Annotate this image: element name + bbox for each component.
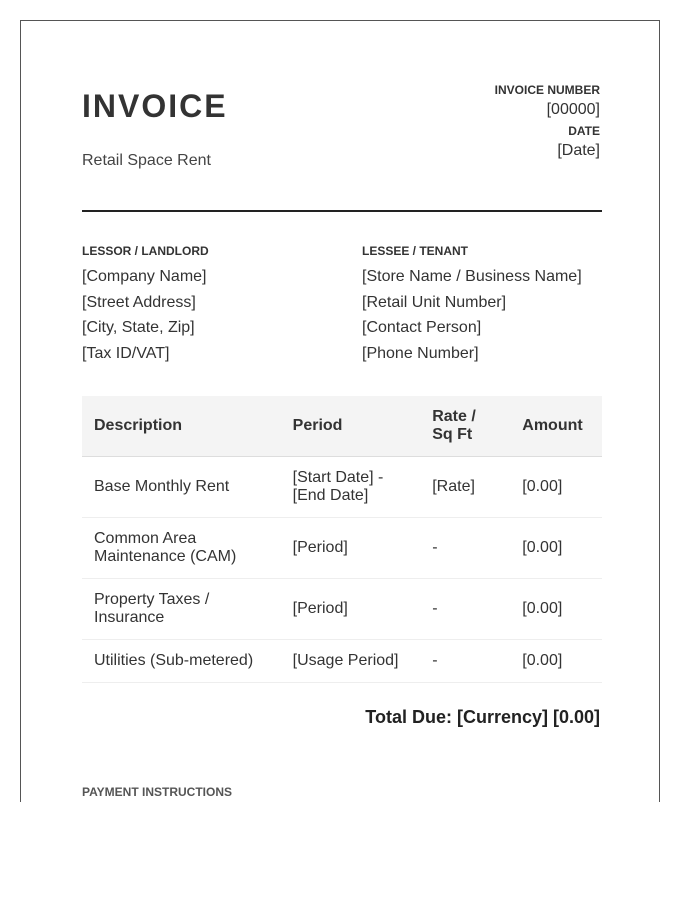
row-rate: -	[420, 640, 510, 683]
lessor-street-address: [Street Address]	[82, 293, 196, 311]
header-amount: Amount	[510, 396, 602, 457]
row-period: [Period]	[281, 518, 421, 579]
lessor-label: LESSOR / LANDLORD	[82, 244, 209, 258]
lessor-company-name: [Company Name]	[82, 268, 207, 285]
lessor-tax-id: [Tax ID/VAT]	[82, 344, 170, 362]
line-items-table	[82, 396, 602, 683]
row-rate: [Rate]	[420, 457, 510, 518]
invoice-meta	[495, 83, 600, 165]
total-due: Total Due: [Currency] [0.00]	[365, 707, 600, 727]
table-row	[82, 640, 602, 683]
lessee-unit-number: [Retail Unit Number]	[362, 293, 507, 311]
header-rate: Rate / Sq Ft	[420, 396, 510, 457]
row-rate: -	[420, 579, 510, 640]
table-header-row	[82, 396, 602, 457]
lessor-block	[82, 244, 332, 366]
invoice-number-label: INVOICE NUMBER	[494, 83, 600, 97]
row-amount: [0.00]	[510, 579, 602, 640]
lessee-store-name: [Store Name / Business Name]	[362, 268, 582, 285]
table-row	[82, 518, 602, 579]
row-description: Base Monthly Rent	[82, 457, 281, 518]
row-amount: [0.00]	[510, 518, 602, 579]
row-amount: [0.00]	[510, 640, 602, 683]
row-rate: -	[420, 518, 510, 579]
invoice-subtitle: Retail Space Rent	[82, 152, 211, 169]
invoice-date-value: [Date]	[557, 142, 600, 159]
lessor-city-state-zip: [City, State, Zip]	[82, 319, 195, 336]
table-row	[82, 457, 602, 518]
row-period: [Period]	[281, 579, 421, 640]
row-description: Property Taxes / Insurance	[82, 579, 281, 640]
row-amount: [0.00]	[510, 457, 602, 518]
payment-instructions-label: PAYMENT INSTRUCTIONS	[82, 785, 233, 799]
invoice-date-label: DATE	[568, 124, 600, 138]
table-row	[82, 579, 602, 640]
invoice-sheet	[20, 20, 660, 802]
lessee-label: LESSEE / TENANT	[362, 244, 469, 258]
header-description: Description	[82, 396, 281, 457]
lessee-contact-person: [Contact Person]	[362, 319, 482, 336]
row-description: Common Area Maintenance (CAM)	[82, 518, 281, 579]
invoice-title: INVOICE	[82, 88, 228, 124]
invoice-number-value: [00000]	[546, 101, 600, 118]
lessee-phone-number: [Phone Number]	[362, 344, 479, 362]
header-period: Period	[281, 396, 421, 457]
row-period: [Usage Period]	[281, 640, 421, 683]
row-description: Utilities (Sub-metered)	[82, 640, 281, 683]
header-divider	[82, 210, 602, 212]
lessee-block	[362, 244, 612, 366]
row-period: [Start Date] - [End Date]	[281, 457, 421, 518]
